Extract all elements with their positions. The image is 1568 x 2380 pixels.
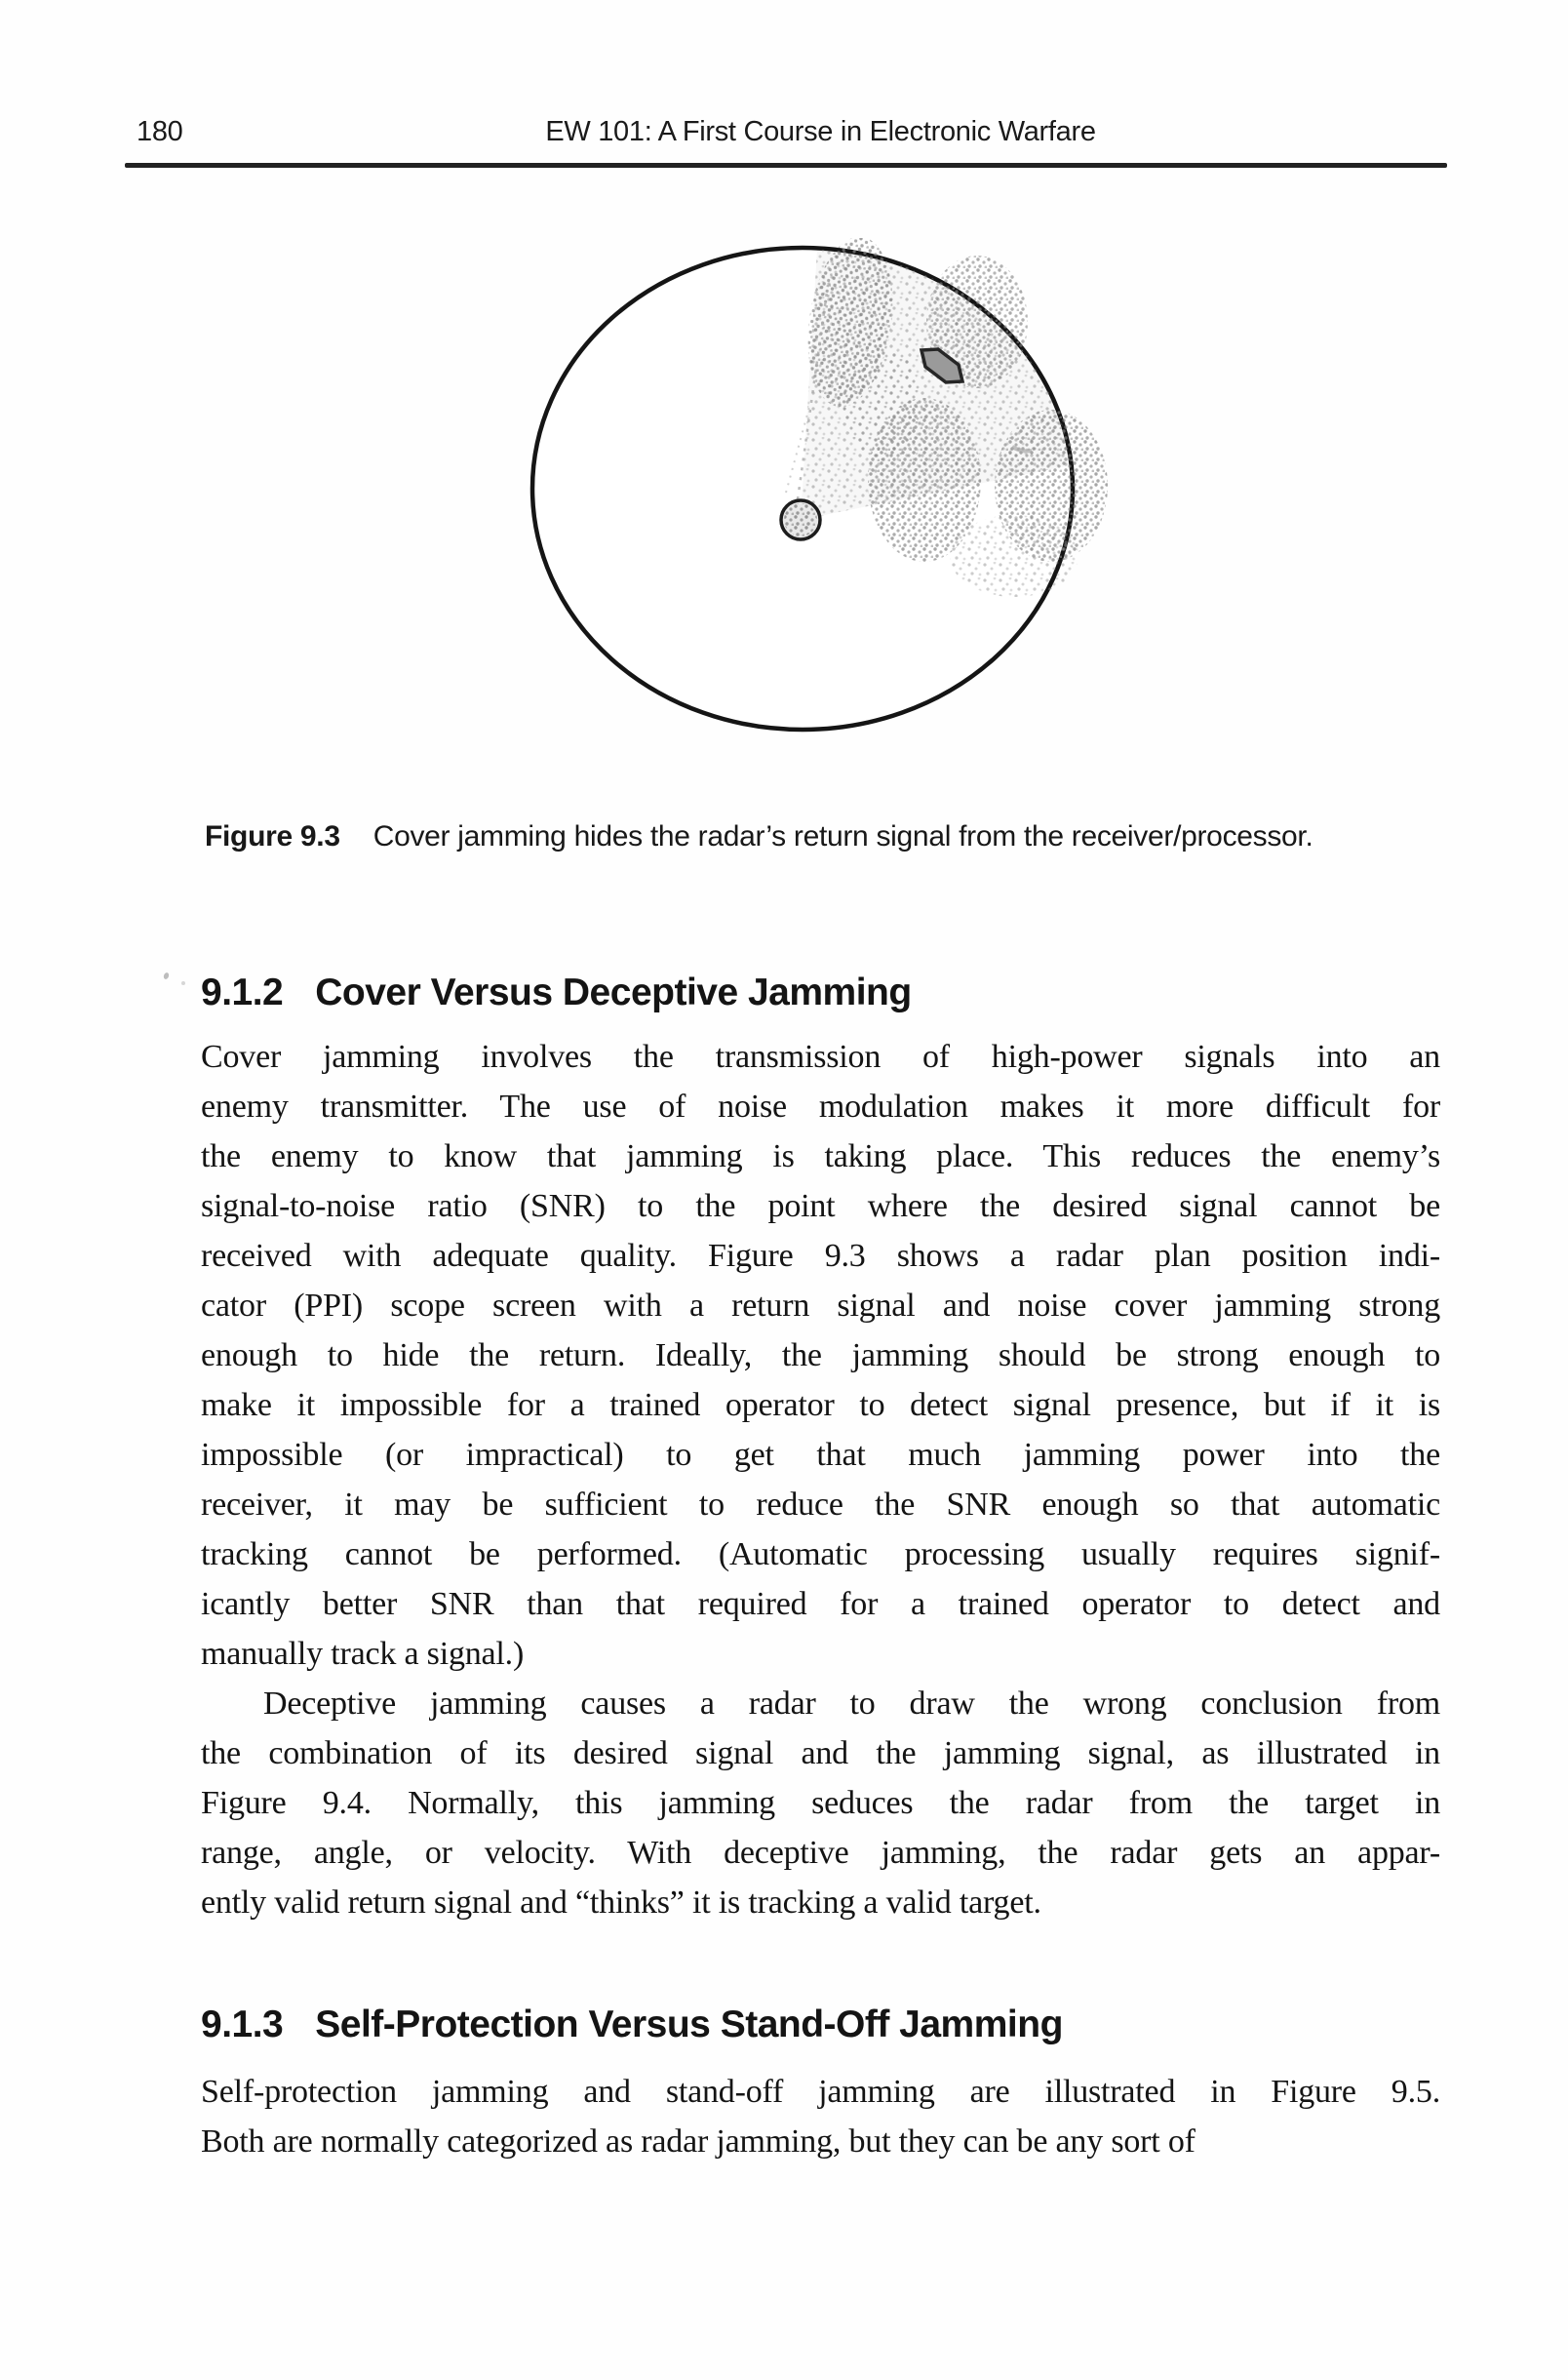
section-heading-912 <box>201 971 1449 1015</box>
page-number: 180 <box>137 116 183 147</box>
text-line: received with adequate quality. Figure 9.3 shows a radar plan position indi- <box>201 1238 1440 1274</box>
figure-caption <box>205 819 1463 854</box>
text-line: make it impossible for a trained operator to detect signal presence, but if it is <box>201 1387 1440 1423</box>
text-line: icantly better SNR than that required for a trained operator to detect and <box>201 1586 1440 1622</box>
section-number: 9.1.3 <box>201 2003 284 2045</box>
text-line: tracking cannot be performed. (Automatic processing usually requires signif- <box>201 1536 1440 1572</box>
text-line: manually track a signal.) <box>201 1636 525 1672</box>
section-heading-913 <box>201 2003 1449 2047</box>
section-title: Self-Protection Versus Stand-Off Jamming <box>315 2003 1063 2045</box>
section-number: 9.1.2 <box>201 972 284 1013</box>
text-line: Cover jamming involves the transmission of high-power signals into an <box>201 1039 1440 1075</box>
text-line: Figure 9.4. Normally, this jamming seduces the radar from the target in <box>201 1785 1440 1821</box>
text-line: impossible (or impractical) to get that much jamming power into the <box>201 1437 1440 1473</box>
body-paragraph <box>201 1679 1440 1927</box>
figure-caption-text: Cover jamming hides the radar’s return signal from the receiver/processor. <box>372 820 1313 853</box>
text-line: Deceptive jamming causes a radar to draw the wrong conclusion from <box>263 1686 1440 1722</box>
body-paragraph <box>201 2067 1440 2166</box>
scan-artifact <box>163 972 170 979</box>
text-line: range, angle, or velocity. With deceptive jamming, the radar gets an appar- <box>201 1835 1440 1871</box>
section-title: Cover Versus Deceptive Jamming <box>315 972 912 1013</box>
running-header <box>0 117 1568 150</box>
text-line: receiver, it may be sufficient to reduce the SNR enough so that automatic <box>201 1487 1440 1523</box>
figure-caption-label: Figure 9.3 <box>205 820 340 853</box>
text-line: enemy transmitter. The use of noise modulation makes it more difficult for <box>201 1089 1440 1125</box>
text-line: Both are normally categorized as radar jamming, but they can be any sort of <box>201 2123 1196 2160</box>
figure-ppi-scope <box>488 238 1121 745</box>
ppi-scope-drawing <box>488 238 1121 745</box>
text-line: the combination of its desired signal and the jamming signal, as illustrated in <box>201 1735 1440 1771</box>
noise-patch <box>843 346 921 463</box>
text-line: signal-to-noise ratio (SNR) to the point where the desired signal cannot be <box>201 1188 1440 1224</box>
text-line: Self-protection jamming and stand-off jamming are illustrated in Figure 9.5. <box>201 2074 1440 2110</box>
text-line: ently valid return signal and “thinks” it is tracking a valid target. <box>201 1884 1041 1921</box>
running-title: EW 101: A First Course in Electronic Warfare <box>545 116 1096 147</box>
text-line: cator (PPI) scope screen with a return signal and noise cover jamming strong <box>201 1288 1440 1324</box>
noise-patch <box>950 515 1078 597</box>
header-rule <box>125 163 1447 168</box>
text-line: the enemy to know that jamming is taking place. This reduces the enemy’s <box>201 1138 1440 1174</box>
text-line: enough to hide the return. Ideally, the jamming should be strong enough to <box>201 1337 1440 1373</box>
body-paragraph <box>201 1032 1440 1679</box>
scan-artifact <box>181 981 185 985</box>
